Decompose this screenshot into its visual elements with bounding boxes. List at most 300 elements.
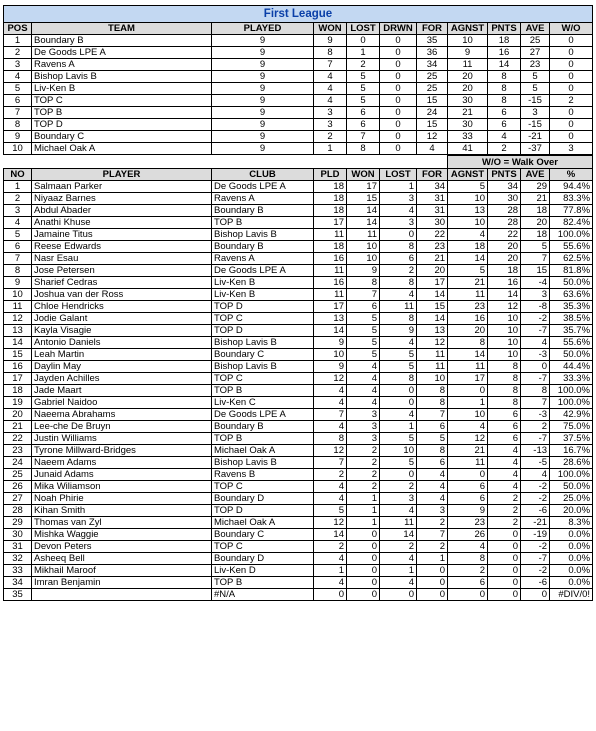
player-cell: 12 [448, 433, 488, 445]
player-cell: Devon Peters [32, 541, 212, 553]
player-cell: 14 [314, 529, 347, 541]
player-cell: Asheeq Bell [32, 553, 212, 565]
player-cell: TOP C [212, 541, 314, 553]
player-cell: 20 [4, 409, 32, 421]
player-cell: Nasr Esau [32, 253, 212, 265]
league-cell: 1 [347, 47, 380, 59]
player-cell: 0 [488, 589, 521, 601]
player-row [4, 253, 593, 265]
player-cell: 12 [488, 301, 521, 313]
player-cell: 4 [488, 457, 521, 469]
player-cell: 8 [380, 313, 417, 325]
player-cell: 18 [521, 229, 550, 241]
league-col-header: LOST [347, 23, 380, 35]
player-cell: Boundary B [212, 241, 314, 253]
player-cell: 20 [521, 217, 550, 229]
player-cell: Michael Oak A [212, 517, 314, 529]
player-cell: 13 [448, 205, 488, 217]
player-cell: 5 [347, 349, 380, 361]
player-cell: -3 [521, 349, 550, 361]
player-cell: Naeem Adams [32, 457, 212, 469]
league-cell: 9 [212, 131, 314, 143]
league-row [4, 131, 593, 143]
player-cell: 3 [380, 493, 417, 505]
player-cell: 13 [417, 325, 448, 337]
player-cell: 6 [448, 481, 488, 493]
player-row [4, 529, 593, 541]
player-cell: 18 [314, 193, 347, 205]
player-cell: 5 [448, 265, 488, 277]
league-cell: 3 [314, 107, 347, 119]
player-row [4, 313, 593, 325]
player-cell: Jayden Achilles [32, 373, 212, 385]
player-cell: 4 [314, 397, 347, 409]
player-cell: 4 [380, 289, 417, 301]
player-cell: 0 [417, 565, 448, 577]
league-cell: 0 [380, 131, 417, 143]
player-cell: 11 [448, 457, 488, 469]
player-cell: 14 [347, 217, 380, 229]
player-cell: 17 [4, 373, 32, 385]
player-cell: Ravens B [212, 469, 314, 481]
player-cell: 6 [380, 253, 417, 265]
league-cell: 25 [417, 71, 448, 83]
league-cell: 6 [488, 119, 521, 131]
player-cell: 0 [488, 541, 521, 553]
player-cell: 15 [521, 265, 550, 277]
player-cell: 100.0% [550, 385, 593, 397]
player-row [4, 421, 593, 433]
player-row [4, 541, 593, 553]
player-cell: 4 [488, 445, 521, 457]
player-cell: 3 [380, 193, 417, 205]
player-cell: 27 [4, 493, 32, 505]
player-cell: 50.0% [550, 481, 593, 493]
player-cell: 2 [417, 541, 448, 553]
player-cell: #N/A [212, 589, 314, 601]
player-cell: 4 [417, 481, 448, 493]
player-cell: 8 [380, 277, 417, 289]
player-cell: Lee-che De Bruyn [32, 421, 212, 433]
league-col-header: AVE [521, 23, 550, 35]
player-col-header: AVE [521, 169, 550, 181]
walk-over-note: W/O = Walk Over [448, 156, 593, 169]
player-cell: 13 [314, 313, 347, 325]
league-cell: 20 [448, 83, 488, 95]
player-cell: 6 [417, 457, 448, 469]
league-col-header: POS [4, 23, 32, 35]
player-cell: Boundary C [212, 349, 314, 361]
player-cell: 18 [4, 385, 32, 397]
player-cell: Liv-Ken C [212, 397, 314, 409]
player-cell: 0.0% [550, 565, 593, 577]
league-cell: 15 [417, 119, 448, 131]
player-col-header: PLD [314, 169, 347, 181]
player-cell: 25 [4, 469, 32, 481]
player-cell: 16 [314, 277, 347, 289]
player-row [4, 217, 593, 229]
player-cell: 8 [417, 385, 448, 397]
player-cell: 35.7% [550, 325, 593, 337]
player-cell: 4 [521, 337, 550, 349]
player-cell: 8 [417, 397, 448, 409]
player-cell: 23 [417, 241, 448, 253]
player-row [4, 325, 593, 337]
player-cell: 50.0% [550, 349, 593, 361]
player-cell: 0 [347, 577, 380, 589]
league-cell: TOP B [32, 107, 212, 119]
player-cell: 28 [488, 205, 521, 217]
player-cell: 3 [347, 433, 380, 445]
player-cell: TOP D [212, 325, 314, 337]
player-cell: 30 [417, 217, 448, 229]
player-row [4, 205, 593, 217]
league-cell: 30 [448, 95, 488, 107]
player-cell: 4 [380, 409, 417, 421]
player-cell: 5 [448, 181, 488, 193]
player-cell: 1 [448, 397, 488, 409]
league-row [4, 83, 593, 95]
player-cell: 35 [4, 589, 32, 601]
player-cell: -2 [521, 493, 550, 505]
league-cell: 9 [212, 143, 314, 155]
league-cell: -21 [521, 131, 550, 143]
league-col-header: DRWN [380, 23, 417, 35]
player-cell: 6 [488, 433, 521, 445]
league-cell: 9 [212, 83, 314, 95]
player-cell: 14 [4, 337, 32, 349]
player-cell [32, 589, 212, 601]
player-cell: 11 [314, 289, 347, 301]
player-cell: -8 [521, 301, 550, 313]
league-col-header: WON [314, 23, 347, 35]
player-cell: 62.5% [550, 253, 593, 265]
league-cell: 0 [550, 131, 593, 143]
player-cell: 42.9% [550, 409, 593, 421]
league-cell: TOP D [32, 119, 212, 131]
player-cell: TOP B [212, 433, 314, 445]
player-cell: TOP C [212, 313, 314, 325]
player-cell: 9 [314, 361, 347, 373]
player-cell: 34 [488, 181, 521, 193]
league-col-header: TEAM [32, 23, 212, 35]
player-row [4, 361, 593, 373]
player-cell: Ravens A [212, 253, 314, 265]
league-cell: 2 [4, 47, 32, 59]
league-col-header: FOR [417, 23, 448, 35]
player-cell: 8 [448, 553, 488, 565]
player-cell: TOP C [212, 373, 314, 385]
league-cell: 41 [448, 143, 488, 155]
player-cell: 75.0% [550, 421, 593, 433]
player-cell: 4 [347, 397, 380, 409]
player-cell: 5 [380, 433, 417, 445]
player-cell: De Goods LPE A [212, 181, 314, 193]
player-cell: Salmaan Parker [32, 181, 212, 193]
player-cell: 4 [380, 205, 417, 217]
player-cell: 94.4% [550, 181, 593, 193]
league-cell: 16 [488, 47, 521, 59]
player-cell: -6 [521, 577, 550, 589]
league-cell: Michael Oak A [32, 143, 212, 155]
player-cell: 8 [448, 337, 488, 349]
player-cell: 4 [417, 469, 448, 481]
player-cell: 1 [417, 553, 448, 565]
player-cell: 1 [380, 181, 417, 193]
player-cell: 4 [314, 385, 347, 397]
league-cell: Ravens A [32, 59, 212, 71]
player-cell: 1 [4, 181, 32, 193]
league-title: First League [4, 6, 593, 23]
player-col-header: PNTS [488, 169, 521, 181]
league-cell: 0 [550, 83, 593, 95]
player-cell: Jamaine Titus [32, 229, 212, 241]
player-cell: 100.0% [550, 229, 593, 241]
league-cell: 2 [347, 59, 380, 71]
player-cell: 14 [380, 529, 417, 541]
league-cell: 9 [212, 107, 314, 119]
player-col-header: LOST [380, 169, 417, 181]
player-cell: Sharief Cedras [32, 277, 212, 289]
player-cell: Mishka Waggie [32, 529, 212, 541]
league-cell: 8 [488, 71, 521, 83]
player-cell: Naeema Abrahams [32, 409, 212, 421]
league-cell: 0 [380, 83, 417, 95]
player-cell: 2 [347, 469, 380, 481]
player-cell: TOP D [212, 301, 314, 313]
league-cell: 15 [417, 95, 448, 107]
player-cell: Justin Williams [32, 433, 212, 445]
player-cell: 0 [488, 553, 521, 565]
player-cell: 0 [347, 541, 380, 553]
league-cell: 5 [347, 83, 380, 95]
league-row [4, 107, 593, 119]
player-cell: 5 [347, 313, 380, 325]
player-cell: 1 [347, 517, 380, 529]
player-cell: 9 [314, 337, 347, 349]
player-cell: 4 [347, 361, 380, 373]
player-cell: 8 [488, 385, 521, 397]
player-cell: 38.5% [550, 313, 593, 325]
player-cell: 3 [347, 421, 380, 433]
league-cell: 2 [314, 131, 347, 143]
player-cell: 18 [314, 205, 347, 217]
player-cell: 15 [417, 301, 448, 313]
player-row [4, 445, 593, 457]
player-cell: 8.3% [550, 517, 593, 529]
player-cell: 10 [448, 193, 488, 205]
player-cell: 28 [488, 217, 521, 229]
player-cell: 0 [380, 385, 417, 397]
player-cell: 10 [380, 445, 417, 457]
player-cell: 11 [417, 349, 448, 361]
player-cell: 16 [448, 313, 488, 325]
player-row [4, 505, 593, 517]
league-cell: 0 [380, 119, 417, 131]
player-cell: 100.0% [550, 469, 593, 481]
player-cell: 0 [380, 469, 417, 481]
player-cell: 12 [417, 337, 448, 349]
player-cell: 32 [4, 553, 32, 565]
player-cell: 77.8% [550, 205, 593, 217]
league-cell: 25 [417, 83, 448, 95]
league-cell: 0 [380, 59, 417, 71]
player-cell: 1 [314, 565, 347, 577]
player-cell: 4 [314, 493, 347, 505]
league-cell: 9 [212, 35, 314, 47]
player-cell: 4 [347, 385, 380, 397]
player-cell: 0 [488, 529, 521, 541]
league-cell: -15 [521, 95, 550, 107]
player-cell: 11 [448, 289, 488, 301]
player-cell: 11 [347, 229, 380, 241]
player-cell: 4 [314, 481, 347, 493]
player-cell: 0 [347, 553, 380, 565]
league-cell: 9 [212, 119, 314, 131]
player-row [4, 229, 593, 241]
league-cell: 36 [417, 47, 448, 59]
league-cell: 5 [521, 83, 550, 95]
league-cell: 34 [417, 59, 448, 71]
league-cell: 18 [488, 35, 521, 47]
player-cell: -19 [521, 529, 550, 541]
player-cell: 12 [314, 445, 347, 457]
player-row [4, 241, 593, 253]
league-row [4, 59, 593, 71]
league-cell: 23 [521, 59, 550, 71]
player-cell: 14 [448, 253, 488, 265]
player-cell: 20 [448, 325, 488, 337]
player-cell: 10 [488, 337, 521, 349]
player-cell: 100.0% [550, 397, 593, 409]
player-row [4, 265, 593, 277]
player-cell: 0 [347, 565, 380, 577]
player-row [4, 457, 593, 469]
player-cell: 4 [448, 541, 488, 553]
league-cell: 9 [4, 131, 32, 143]
league-row [4, 71, 593, 83]
player-cell: 2 [380, 541, 417, 553]
player-cell: 8 [417, 445, 448, 457]
player-cell: 5 [347, 325, 380, 337]
player-cell: -7 [521, 433, 550, 445]
player-cell: 35.3% [550, 301, 593, 313]
player-cell: 4 [488, 469, 521, 481]
league-cell: 3 [314, 119, 347, 131]
league-col-header: PLAYED [212, 23, 314, 35]
league-cell: 4 [314, 71, 347, 83]
player-cell: Liv-Ken D [212, 565, 314, 577]
player-cell: 4 [4, 217, 32, 229]
player-cell: 16 [488, 277, 521, 289]
player-cell: Tyrone Millward-Bridges [32, 445, 212, 457]
player-cell: 4 [417, 493, 448, 505]
player-cell: 21 [4, 421, 32, 433]
player-cell: 0.0% [550, 553, 593, 565]
player-cell: 6 [4, 241, 32, 253]
player-cell: 18 [448, 241, 488, 253]
player-cell: 0 [314, 589, 347, 601]
player-cell: 0.0% [550, 541, 593, 553]
player-row [4, 469, 593, 481]
league-cell: 0 [550, 47, 593, 59]
league-row [4, 119, 593, 131]
league-cell: 35 [417, 35, 448, 47]
player-cell: 18 [314, 241, 347, 253]
player-cell: 11 [380, 301, 417, 313]
player-cell: 0 [347, 589, 380, 601]
league-cell: Liv-Ken B [32, 83, 212, 95]
player-cell: 0 [488, 565, 521, 577]
league-cell: -15 [521, 119, 550, 131]
player-cell: 2 [417, 517, 448, 529]
player-cell: 2 [380, 265, 417, 277]
league-cell: TOP C [32, 95, 212, 107]
player-cell: 16 [4, 361, 32, 373]
player-cell: 7 [314, 409, 347, 421]
player-cell: 5 [4, 229, 32, 241]
player-cell: 21 [521, 193, 550, 205]
player-cell: 14 [417, 289, 448, 301]
player-cell: 0 [521, 589, 550, 601]
player-cell: 0 [380, 229, 417, 241]
player-cell: TOP C [212, 481, 314, 493]
player-cell: Bishop Lavis B [212, 229, 314, 241]
player-cell: 2 [488, 493, 521, 505]
player-col-header: CLUB [212, 169, 314, 181]
player-cell: 10 [417, 373, 448, 385]
player-row [4, 397, 593, 409]
player-cell: 0 [448, 385, 488, 397]
player-cell: 55.6% [550, 241, 593, 253]
league-row [4, 143, 593, 155]
player-row [4, 289, 593, 301]
player-cell: 3 [4, 205, 32, 217]
league-cell: 5 [521, 71, 550, 83]
player-cell: -7 [521, 325, 550, 337]
player-cell: 0.0% [550, 529, 593, 541]
player-cell: -7 [521, 553, 550, 565]
player-cell: Jodie Galant [32, 313, 212, 325]
player-cell: 8 [347, 277, 380, 289]
player-cell: 4 [314, 421, 347, 433]
league-cell: 3 [4, 59, 32, 71]
player-row [4, 493, 593, 505]
player-cell: 2 [488, 505, 521, 517]
player-cell: 2 [347, 457, 380, 469]
league-cell: 9 [212, 95, 314, 107]
player-cell: 1 [347, 505, 380, 517]
player-cell: 5 [521, 241, 550, 253]
player-cell: 6 [448, 577, 488, 589]
player-cell: 17 [347, 181, 380, 193]
player-cell: 10 [448, 217, 488, 229]
league-cell: 14 [488, 59, 521, 71]
player-cell: 10 [488, 313, 521, 325]
player-cell: 10 [448, 409, 488, 421]
league-cell: 33 [448, 131, 488, 143]
league-cell: 7 [347, 131, 380, 143]
player-cell: 12 [314, 517, 347, 529]
spreadsheet [3, 5, 592, 601]
player-cell: 2 [314, 541, 347, 553]
league-header-row [4, 23, 593, 35]
player-cell: 55.6% [550, 337, 593, 349]
player-cell: 17 [314, 301, 347, 313]
player-cell: 0 [380, 589, 417, 601]
player-cell: 6 [417, 421, 448, 433]
player-row [4, 409, 593, 421]
